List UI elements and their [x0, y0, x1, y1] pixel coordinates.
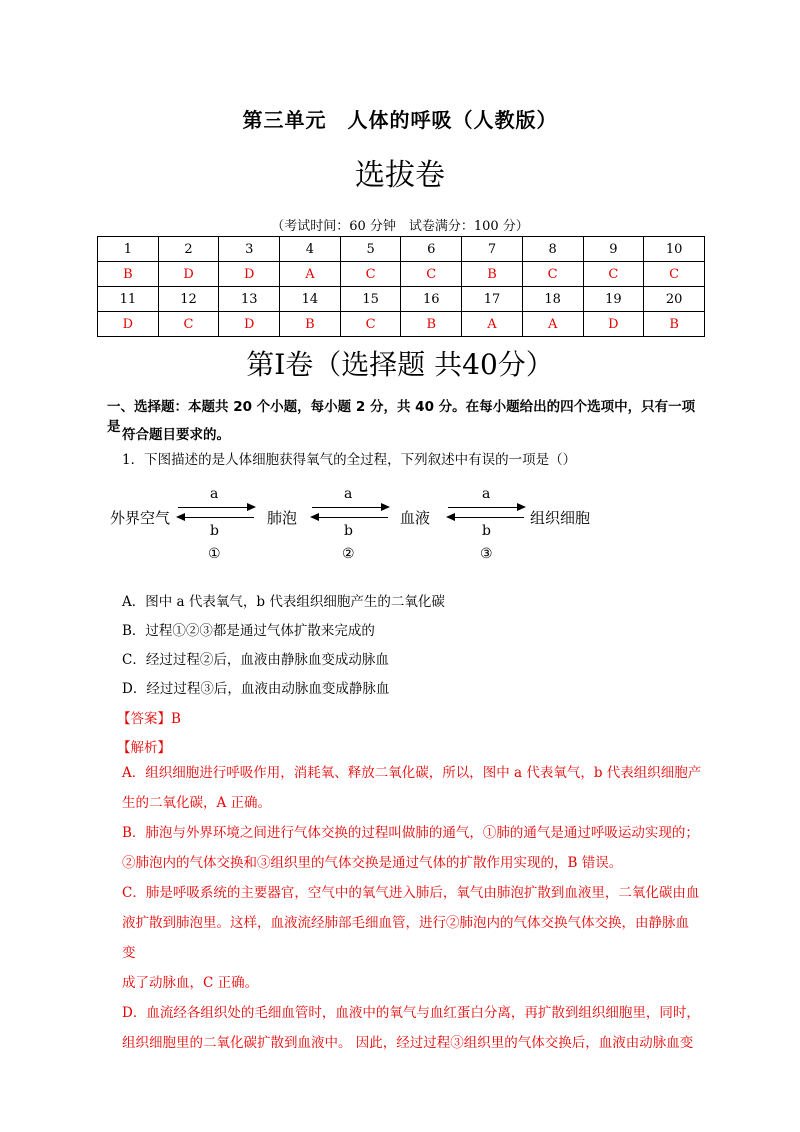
- explanation-line: A．组织细胞进行呼吸作用，消耗氧、释放二氧化碳，所以，图中 a 代表氧气，b 代表组织细胞产: [122, 765, 702, 781]
- explanation-line: B．肺泡与外界环境之间进行气体交换的过程叫做肺的通气，①肺的通气是通过呼吸运动实现的；: [122, 825, 699, 841]
- question-number: 20: [644, 287, 705, 312]
- diagram-node-blood: 血液: [400, 509, 431, 527]
- question-number: 14: [280, 287, 341, 312]
- question-number: 8: [522, 237, 583, 262]
- arrow-right-icon: [312, 507, 388, 508]
- step-marker: ②: [342, 546, 355, 562]
- explanation-line: C．肺是呼吸系统的主要器官，空气中的氧气进入肺后，氧气由肺泡扩散到血液里，二氧化碳由血: [122, 885, 700, 901]
- arrow-left-icon: [448, 517, 524, 518]
- question-number: 18: [522, 287, 583, 312]
- explanation-line: 成了动脉血，C 正确。: [122, 975, 259, 991]
- arrow-left-icon: [178, 517, 254, 518]
- answer-cell: D: [219, 262, 280, 287]
- arrow-right-icon: [448, 507, 524, 508]
- answer-cell: D: [219, 312, 280, 337]
- question-number: 19: [583, 287, 644, 312]
- arrow-right-icon: [178, 507, 254, 508]
- answer-cell: B: [98, 262, 159, 287]
- label-b: b: [344, 523, 353, 539]
- question-number: 2: [158, 237, 219, 262]
- answer-cell: A: [280, 262, 341, 287]
- answer-cell: A: [462, 312, 523, 337]
- question-number: 16: [401, 287, 462, 312]
- question-stem: 1．下图描述的是人体细胞获得氧气的全过程，下列叙述中有误的一项是（）: [122, 452, 577, 468]
- question-number: 17: [462, 287, 523, 312]
- answer-cell: B: [401, 312, 462, 337]
- analysis-label: 【解析】: [117, 740, 171, 756]
- answer-label: 【答案】B: [117, 711, 181, 727]
- diagram-node-air: 外界空气: [110, 509, 171, 527]
- explanation-line: 液扩散到肺泡里。这样，血液流经肺部毛细血管，进行②肺泡内的气体交换气体交换，由静脉血变: [122, 915, 689, 961]
- label-a: a: [344, 486, 353, 502]
- option-b: B．过程①②③都是通过气体扩散来完成的: [122, 623, 375, 639]
- option-c: C．经过过程②后，血液由静脉血变成动脉血: [122, 652, 389, 668]
- answer-cell: D: [98, 312, 159, 337]
- answer-cell: D: [158, 262, 219, 287]
- label-a: a: [210, 486, 219, 502]
- answer-table: [97, 236, 705, 337]
- answer-table-answer-row: [98, 312, 705, 337]
- arrow-left-icon: [312, 517, 388, 518]
- answer-table-number-row: [98, 287, 705, 312]
- question-number: 11: [98, 287, 159, 312]
- section-title: 第Ⅰ卷（选择题 共40分）: [246, 348, 554, 381]
- option-a: A．图中 a 代表氧气，b 代表组织细胞产生的二氧化碳: [122, 594, 445, 610]
- explanation-line: 生的二氧化碳，A 正确。: [122, 795, 272, 811]
- question-number: 9: [583, 237, 644, 262]
- answer-cell: B: [462, 262, 523, 287]
- answer-cell: D: [583, 312, 644, 337]
- section-instruction-cont: 符合题目要求的。: [122, 427, 230, 443]
- answer-cell: C: [158, 312, 219, 337]
- document-title: 第三单元 人体的呼吸（人教版）: [242, 108, 558, 132]
- section-instruction: 一、选择题：本题共 20 个小题，每小题 2 分，共 40 分。在每小题给出的四个选项中，只有一项是: [107, 399, 696, 435]
- explanation-block: [122, 758, 702, 1058]
- answer-cell: C: [401, 262, 462, 287]
- question-number: 10: [644, 237, 705, 262]
- question-number: 4: [280, 237, 341, 262]
- question-number: 5: [340, 237, 401, 262]
- answer-cell: B: [280, 312, 341, 337]
- question-number: 1: [98, 237, 159, 262]
- answer-cell: C: [644, 262, 705, 287]
- answer-cell: C: [522, 262, 583, 287]
- question-number: 6: [401, 237, 462, 262]
- question-number: 12: [158, 287, 219, 312]
- explanation-line: ②肺泡内的气体交换和③组织里的气体交换是通过气体的扩散作用实现的，B 错误。: [122, 855, 623, 871]
- answer-cell: C: [340, 262, 401, 287]
- question-number: 7: [462, 237, 523, 262]
- option-d: D．经过过程③后，血液由动脉血变成静脉血: [122, 681, 390, 697]
- label-a: a: [482, 486, 491, 502]
- explanation-line: 组织细胞里的二氧化碳扩散到血液中。 因此，经过过程③组织里的气体交换后，血液由动脉血变: [122, 1035, 694, 1051]
- label-b: b: [482, 523, 491, 539]
- answer-cell: A: [522, 312, 583, 337]
- question-number: 3: [219, 237, 280, 262]
- answer-table-answer-row: [98, 262, 705, 287]
- exam-info: （考试时间：60 分钟 试卷满分：100 分）: [271, 219, 529, 234]
- explanation-line: D．血流经各组织处的毛细血管时，血液中的氧气与血红蛋白分离，再扩散到组织细胞里，同时，: [122, 1005, 700, 1021]
- answer-cell: C: [583, 262, 644, 287]
- gas-exchange-diagram: [100, 480, 620, 570]
- question-number: 15: [340, 287, 401, 312]
- step-marker: ①: [208, 546, 221, 562]
- step-marker: ③: [480, 546, 493, 562]
- answer-cell: B: [644, 312, 705, 337]
- diagram-node-alveoli: 肺泡: [267, 509, 298, 527]
- question-number: 13: [219, 287, 280, 312]
- label-b: b: [210, 523, 219, 539]
- diagram-node-tissue-cells: 组织细胞: [530, 509, 591, 527]
- document-subtitle: 选拔卷: [355, 158, 445, 193]
- answer-table-number-row: [98, 237, 705, 262]
- answer-cell: C: [340, 312, 401, 337]
